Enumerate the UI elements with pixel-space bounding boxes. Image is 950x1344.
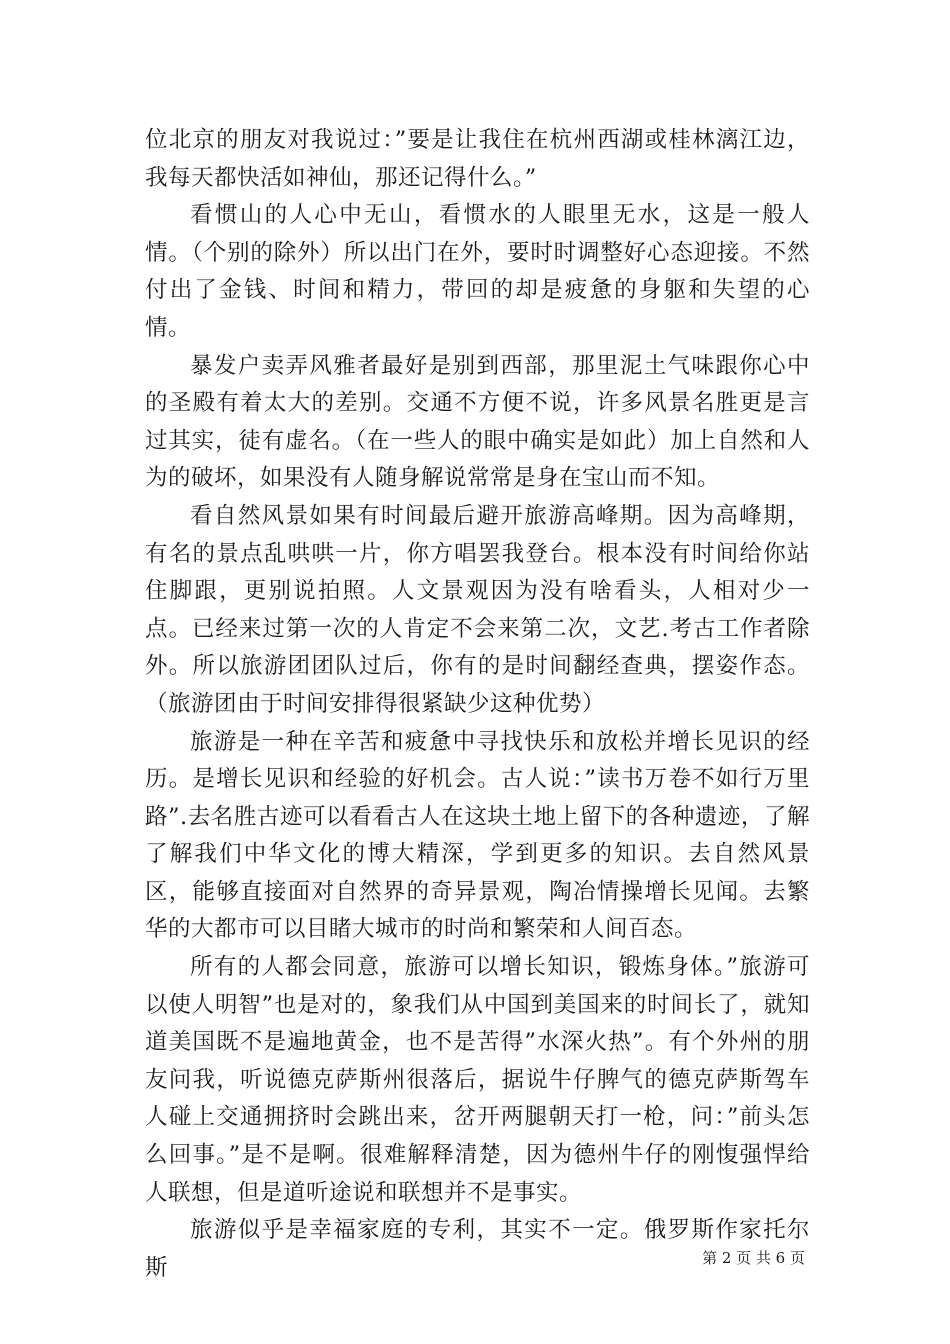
paragraph-4: 看自然风景如果有时间最后避开旅游高峰期。因为高峰期，有名的景点乱哄哄一片，你方唱罢我登台。根本没有时间给你站住脚跟，更别说拍照。人文景观因为没有啥看头，人相对少一点。已经来过第一次的人肯定不会来第二次，文艺.考古工作者除外。所以旅游团团队过后，你有的是时间翻经查典，摆姿作态。（旅游团由于时间安排得很紧缺少这种优势） xyxy=(145,502,810,717)
paragraph-5: 旅游是一种在辛苦和疲惫中寻找快乐和放松并增长见识的经历。是增长见识和经验的好机会。古人说：”读书万卷不如行万里路”.去名胜古迹可以看看古人在这块土地上留下的各种遗迹，了解了解我们中华文化的博大精深，学到更多的知识。去自然风景区，能够直接面对自然界的奇异景观，陶冶情操增长见闻。去繁华的大都市可以目睹大城市的时尚和繁荣和人间百态。 xyxy=(145,728,810,943)
body-text xyxy=(145,122,810,1287)
paragraph-7: 旅游似乎是幸福家庭的专利，其实不一定。俄罗斯作家托尔斯 xyxy=(145,1217,810,1281)
page-number-footer: 第 2 页 共 6 页 xyxy=(702,1249,805,1267)
paragraph-6: 所有的人都会同意，旅游可以增长知识，锻炼身体。”旅游可以使人明智”也是对的，象我们从中国到美国来的时间长了，就知道美国既不是遍地黄金，也不是苦得”水深火热”。有个外州的朋友问我，听说德克萨斯州很落后，据说牛仔脾气的德克萨斯驾车人碰上交通拥挤时会跳出来，岔开两腿朝天打一枪，问：”前头怎么回事。”是不是啊。很难解释清楚，因为德州牛仔的刚愎强悍给人联想，但是道听途说和联想并不是事实。 xyxy=(145,954,810,1206)
paragraph-3: 暴发户卖弄风雅者最好是别到西部，那里泥土气味跟你心中的圣殿有着太大的差别。交通不方便不说，许多风景名胜更是言过其实，徒有虚名。（在一些人的眼中确实是如此）加上自然和人为的破坏，如果没有人随身解说常常是身在宝山而不知。 xyxy=(145,352,810,492)
paragraph-1: 位北京的朋友对我说过：”要是让我住在杭州西湖或桂林漓江边，我每天都快活如神仙，那还记得什么。” xyxy=(145,127,810,191)
paragraph-2: 看惯山的人心中无山，看惯水的人眼里无水，这是一般人情。（个别的除外）所以出门在外，要时时调整好心态迎接。不然付出了金钱、时间和精力，带回的却是疲惫的身躯和失望的心情。 xyxy=(145,202,810,341)
